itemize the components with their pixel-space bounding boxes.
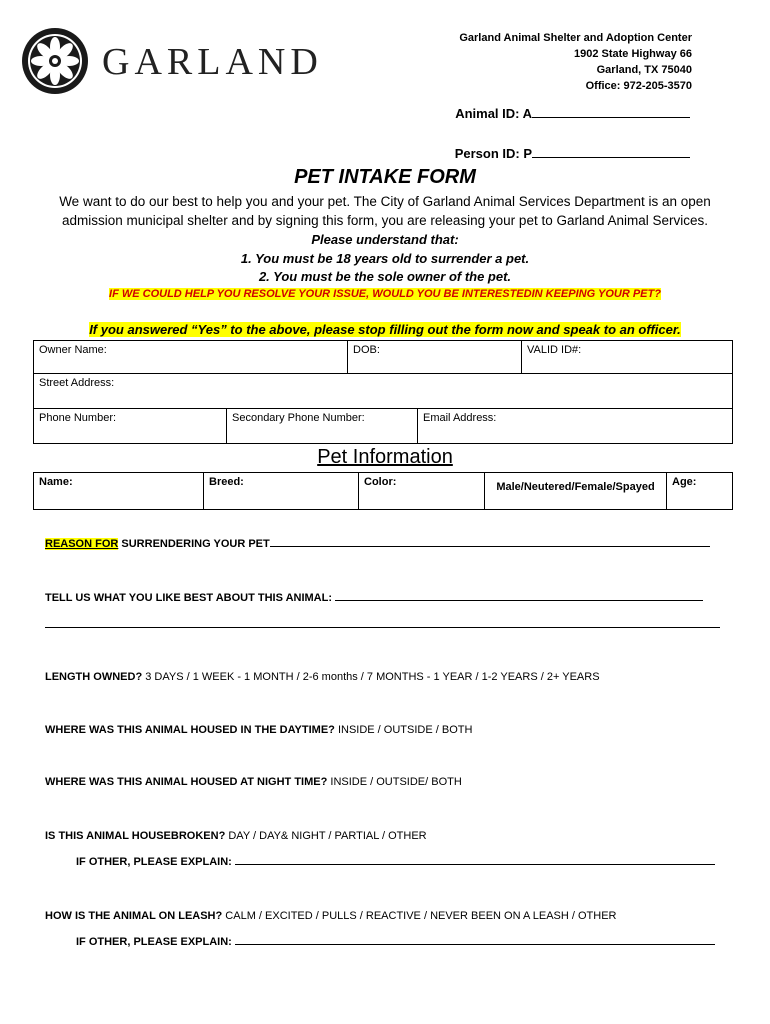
- animal-id-field[interactable]: [455, 106, 690, 121]
- phone-label: Phone Number:: [39, 412, 117, 424]
- person-id-label: Person ID: P: [454, 146, 532, 161]
- pet-info-title: Pet Information: [317, 446, 453, 468]
- dob-cell[interactable]: [347, 340, 522, 374]
- person-id-field[interactable]: [455, 146, 690, 161]
- phone-cell[interactable]: [33, 408, 227, 444]
- leash-question[interactable]: [45, 910, 617, 922]
- housebroken-options[interactable]: DAY / DAY& NIGHT / PARTIAL / OTHER: [225, 830, 427, 842]
- resolve-question-text: IF WE COULD HELP YOU RESOLVE YOUR ISSUE, WOULD YOU BE INTERESTEDIN KEEPING YOUR PET?: [109, 288, 661, 300]
- answer-note-text: If you answered “Yes” to the above, please stop filling out the form now and speak to an officer.: [89, 322, 681, 337]
- pet-name-label: Name:: [39, 476, 73, 488]
- animal-id-blank[interactable]: [532, 116, 690, 118]
- night-housing-question[interactable]: [45, 776, 462, 788]
- length-owned-options[interactable]: 3 DAYS / 1 WEEK - 1 MONTH / 2-6 months / 7 MONTHS - 1 YEAR / 1-2 YEARS / 2+ YEARS: [142, 671, 600, 683]
- reason-label: SURRENDERING YOUR PET: [118, 538, 270, 550]
- shelter-address: [459, 30, 692, 94]
- email-label: Email Address:: [423, 412, 497, 424]
- like-best-blank[interactable]: [335, 599, 703, 601]
- like-best-blank-line-2[interactable]: [45, 627, 720, 628]
- daytime-housing-question[interactable]: [45, 724, 472, 736]
- understand-heading: Please understand that:: [311, 232, 459, 247]
- email-cell[interactable]: [417, 408, 733, 444]
- animal-id-label: Animal ID: A: [455, 106, 532, 121]
- secondary-phone-cell[interactable]: [226, 408, 418, 444]
- pet-age-cell[interactable]: [666, 472, 733, 510]
- pet-breed-cell[interactable]: [203, 472, 359, 510]
- length-owned-question[interactable]: [45, 671, 600, 683]
- owner-name-label: Owner Name:: [39, 344, 107, 356]
- intro-paragraph: We want to do our best to help you and your pet. The City of Garland Animal Services Department is an open admission municipal shelter and by signing this form, you are releasing your pet to Garland Animal Services.: [59, 194, 711, 228]
- office-phone: Office: 972-205-3570: [585, 80, 692, 92]
- pet-name-cell[interactable]: [33, 472, 204, 510]
- night-housing-options[interactable]: INSIDE / OUTSIDE/ BOTH: [327, 776, 462, 788]
- form-title: PET INTAKE FORM: [294, 166, 476, 188]
- person-id-blank[interactable]: [532, 156, 690, 158]
- pet-breed-label: Breed:: [209, 476, 244, 488]
- length-owned-label: LENGTH OWNED?: [45, 671, 143, 683]
- owner-rule: 2. You must be the sole owner of the pet.: [258, 269, 512, 284]
- street-line: 1902 State Highway 66: [573, 48, 692, 60]
- leash-label: HOW IS THE ANIMAL ON LEASH?: [45, 910, 223, 922]
- valid-id-label: VALID ID#:: [527, 344, 582, 356]
- flower-emblem-icon: [20, 26, 90, 96]
- reason-blank[interactable]: [270, 545, 710, 547]
- secondary-phone-label: Secondary Phone Number:: [232, 412, 365, 424]
- city-line: Garland, TX 75040: [596, 64, 692, 76]
- like-best-question[interactable]: [45, 592, 703, 604]
- leash-explain-label: IF OTHER, PLEASE EXPLAIN:: [76, 936, 232, 948]
- age-rule: 1. You must be 18 years old to surrender a pet.: [240, 251, 530, 266]
- leash-explain-blank[interactable]: [235, 943, 715, 945]
- pet-age-label: Age:: [672, 476, 697, 488]
- org-name: Garland Animal Shelter and Adoption Center: [459, 32, 692, 44]
- daytime-housing-label: WHERE WAS THIS ANIMAL HOUSED IN THE DAYTIME?: [45, 724, 335, 736]
- housebroken-explain-label: IF OTHER, PLEASE EXPLAIN:: [76, 856, 232, 868]
- dob-label: DOB:: [353, 344, 380, 356]
- leash-explain[interactable]: [76, 936, 715, 948]
- valid-id-cell[interactable]: [521, 340, 733, 374]
- resolve-question: [0, 288, 770, 300]
- answer-note: [0, 322, 770, 337]
- night-housing-label: WHERE WAS THIS ANIMAL HOUSED AT NIGHT TIME?: [45, 776, 328, 788]
- owner-name-cell[interactable]: [33, 340, 348, 374]
- pet-sex-cell[interactable]: [484, 472, 667, 510]
- housebroken-explain[interactable]: [76, 856, 715, 868]
- housebroken-label: IS THIS ANIMAL HOUSEBROKEN?: [45, 830, 226, 842]
- leash-options[interactable]: CALM / EXCITED / PULLS / REACTIVE / NEVER BEEN ON A LEASH / OTHER: [222, 910, 617, 922]
- logo-wordmark: GARLAND: [102, 41, 323, 83]
- housebroken-question[interactable]: [45, 830, 427, 842]
- pet-color-label: Color:: [364, 476, 397, 488]
- like-best-label: TELL US WHAT YOU LIKE BEST ABOUT THIS ANIMAL:: [45, 592, 333, 604]
- pet-color-cell[interactable]: [358, 472, 485, 510]
- housebroken-explain-blank[interactable]: [235, 863, 715, 865]
- street-address-cell[interactable]: [33, 373, 733, 409]
- street-address-label: Street Address:: [39, 377, 115, 389]
- reason-highlight: REASON FOR: [45, 538, 119, 550]
- pet-sex-label: Male/Neutered/Female/Spayed: [496, 481, 655, 493]
- reason-question[interactable]: [45, 538, 710, 550]
- garland-logo: [20, 26, 323, 94]
- daytime-housing-options[interactable]: INSIDE / OUTSIDE / BOTH: [334, 724, 473, 736]
